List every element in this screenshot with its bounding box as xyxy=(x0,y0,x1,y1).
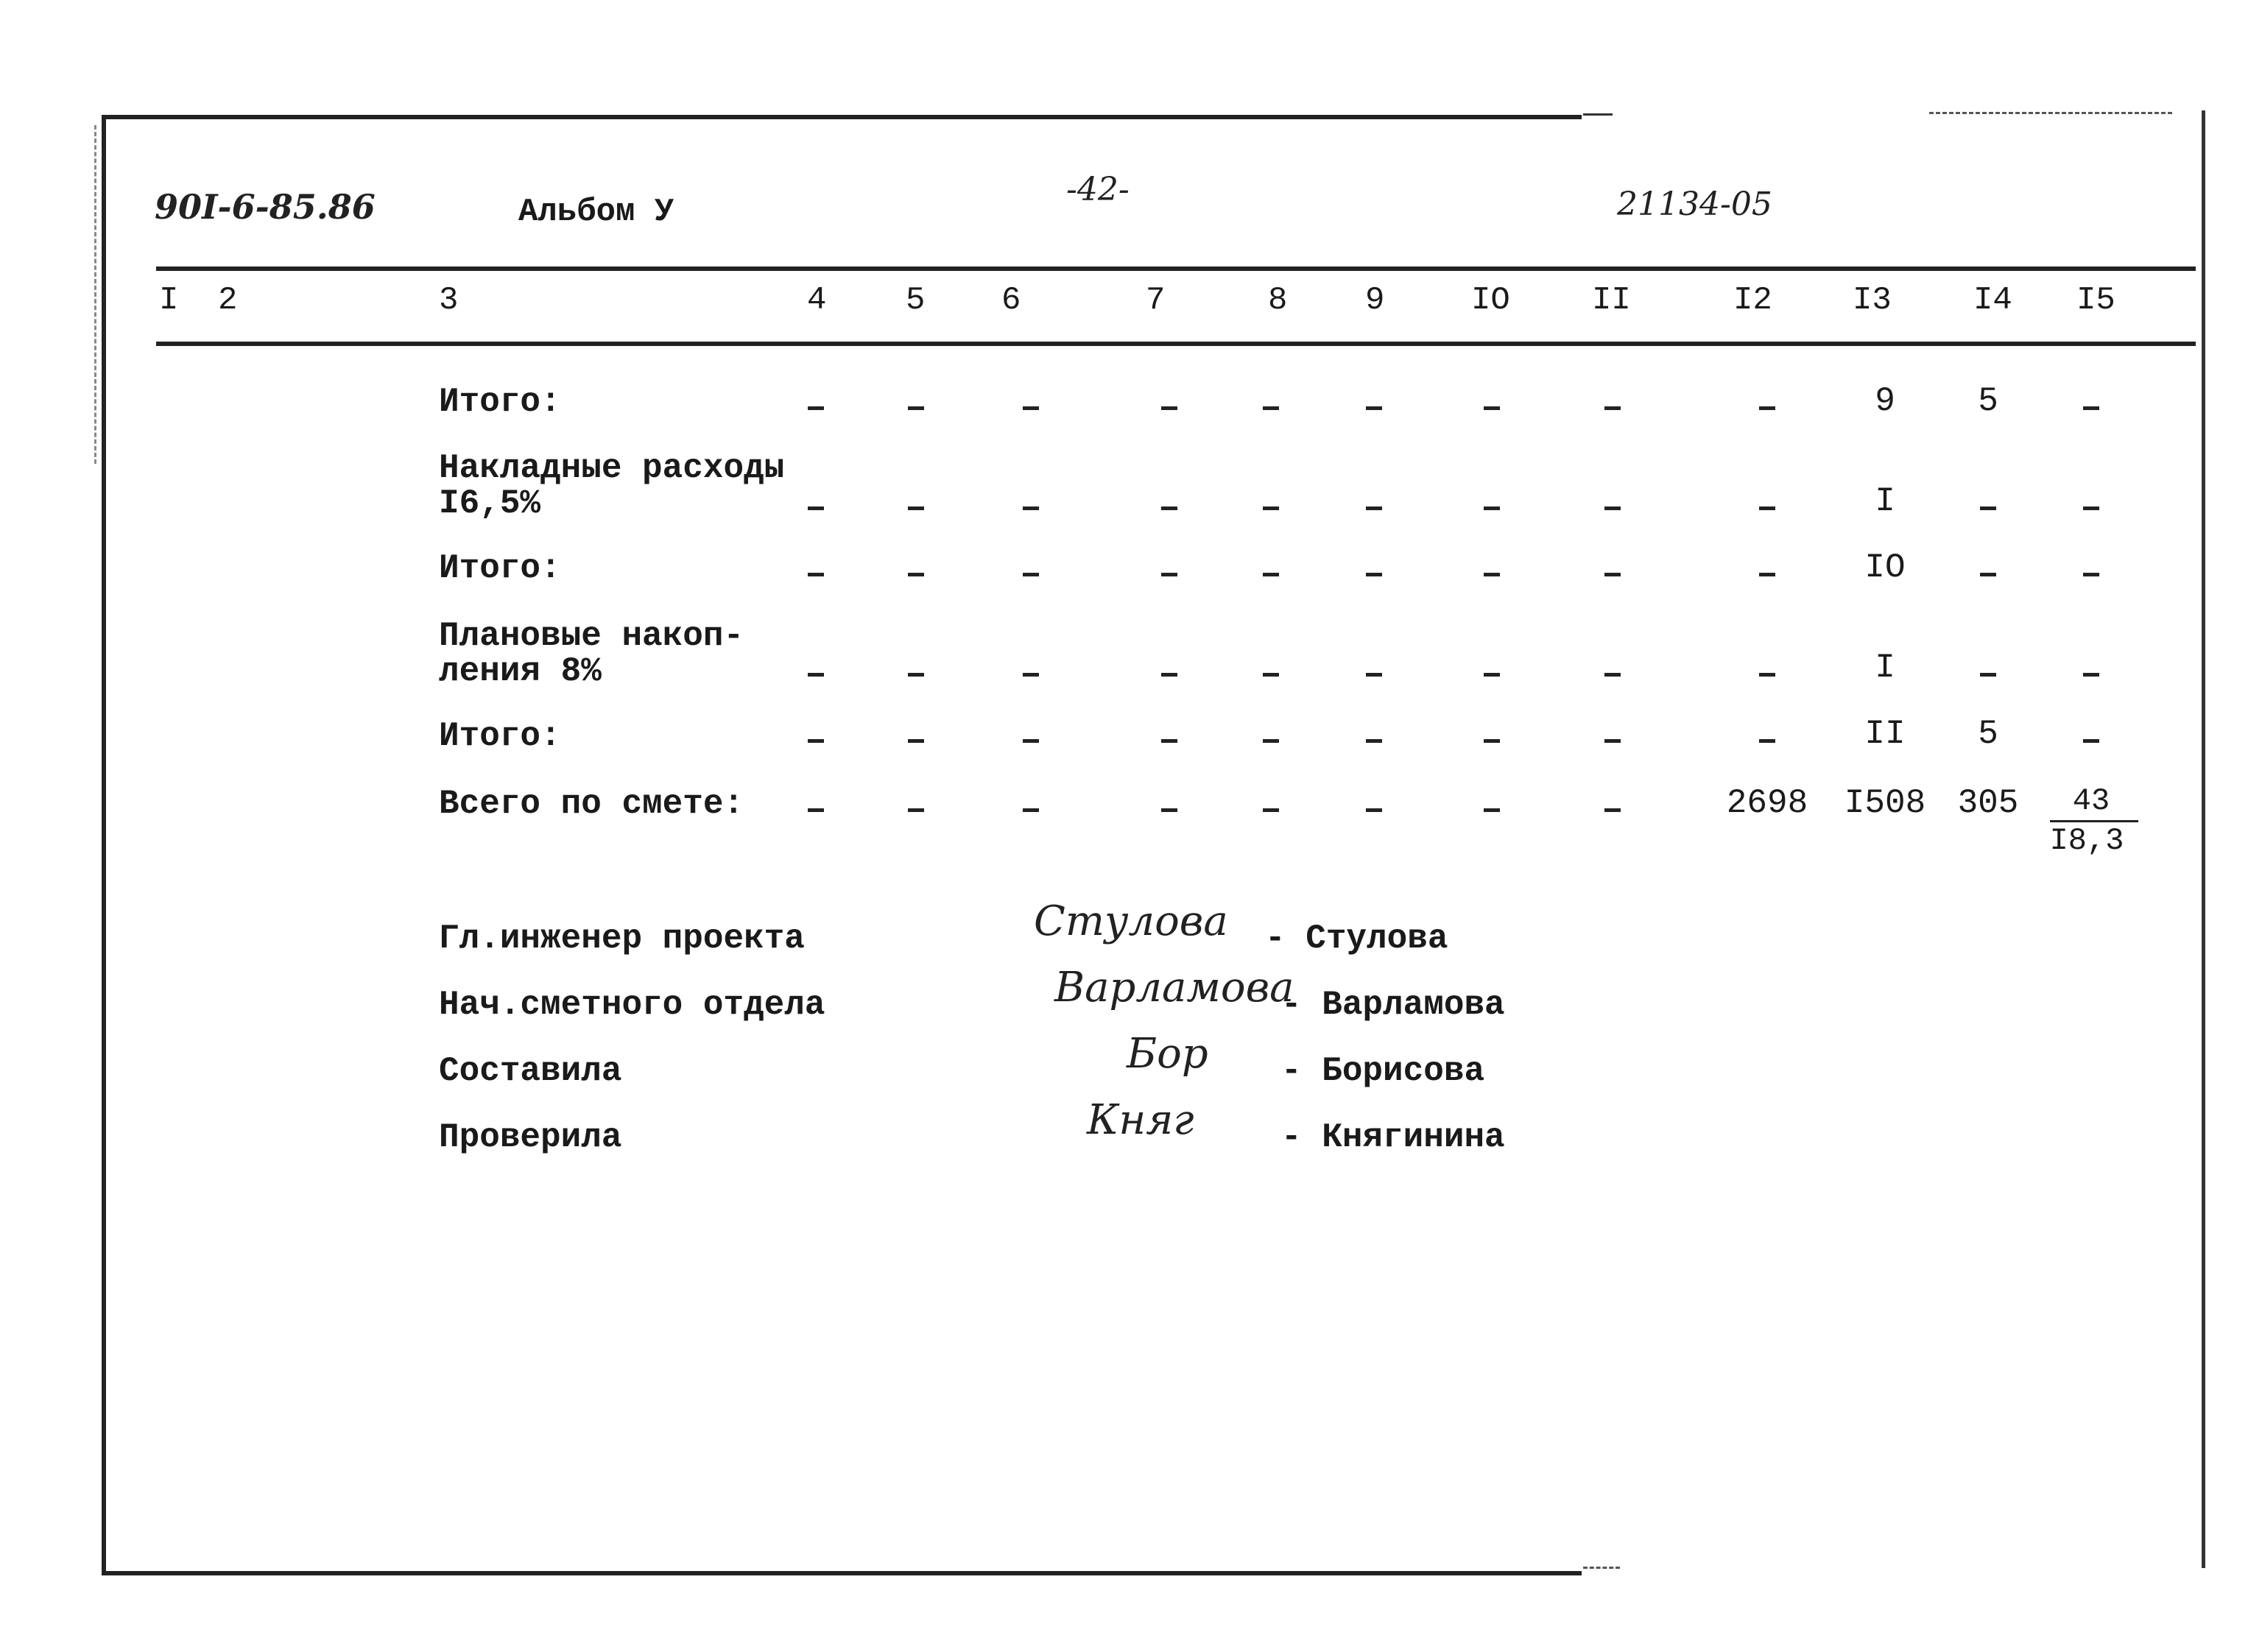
frame-top-line xyxy=(102,115,1582,119)
row-label-line: Итого: xyxy=(439,549,561,587)
column-number-14: I4 xyxy=(1973,282,2012,319)
cell-dash xyxy=(808,808,824,812)
cell-dash xyxy=(1263,406,1279,410)
cell-dash xyxy=(1980,506,1996,510)
cell-dash xyxy=(1366,808,1382,812)
fraction-bar xyxy=(2050,820,2138,822)
row-label xyxy=(439,618,744,690)
cell-dash xyxy=(908,673,924,677)
frame-bottom-line xyxy=(102,1571,1582,1575)
column-number-7: 7 xyxy=(1146,282,1166,319)
cell-dash xyxy=(2083,673,2099,677)
signature-name: - Борисова xyxy=(1281,1052,1485,1090)
row-label xyxy=(439,384,561,420)
cell-value: 5 xyxy=(1978,715,1998,753)
handwritten-signature: Варламова xyxy=(1054,964,1294,1012)
signature-name: - Варламова xyxy=(1281,986,1505,1024)
column-number-11: II xyxy=(1592,282,1631,319)
cell-dash xyxy=(1263,673,1279,677)
cell-dash xyxy=(1366,573,1382,576)
cell-dash xyxy=(1161,573,1177,576)
cell-dash xyxy=(1484,573,1500,576)
cell-dash xyxy=(808,739,824,743)
signature-role: Гл.инженер проекта xyxy=(439,919,805,958)
column-number-1: I xyxy=(159,282,179,319)
row-label xyxy=(439,786,744,822)
cell-dash xyxy=(1263,506,1279,510)
cell-dash xyxy=(908,739,924,743)
column-number-3: 3 xyxy=(439,282,459,319)
cell-dash xyxy=(908,808,924,812)
signature-role: Проверила xyxy=(439,1118,622,1157)
cell-dash xyxy=(2083,573,2099,576)
signature-name: - Княгинина xyxy=(1281,1118,1505,1157)
fraction-numerator: 43 xyxy=(2072,783,2110,819)
page-number: -42- xyxy=(1066,171,1130,208)
column-number-5: 5 xyxy=(906,282,926,319)
cell-dash xyxy=(1759,673,1775,677)
cell-value: 2698 xyxy=(1726,784,1808,822)
cell-dash xyxy=(2083,406,2099,410)
cell-dash xyxy=(2083,739,2099,743)
row-label-line: Плановые накоп- xyxy=(439,617,744,655)
cell-dash xyxy=(908,406,924,410)
frame-bottom-dash xyxy=(1583,1567,1620,1571)
row-label xyxy=(439,719,561,754)
cell-dash xyxy=(1980,673,1996,677)
column-number-8: 8 xyxy=(1268,282,1288,319)
cell-dash xyxy=(1366,673,1382,677)
frame-top-dash xyxy=(1583,113,1613,116)
cell-dash xyxy=(808,506,824,510)
frame-right-line xyxy=(2202,110,2205,1568)
cell-dash xyxy=(1604,573,1621,576)
cell-dash xyxy=(1484,808,1500,812)
cell-value: I508 xyxy=(1844,784,1926,822)
cell-dash xyxy=(1759,506,1775,510)
project-code: 90I-6-85.86 xyxy=(155,187,376,227)
cell-dash xyxy=(1023,808,1039,812)
column-number-12: I2 xyxy=(1733,282,1772,319)
row-label xyxy=(439,451,784,522)
row-label-line: I6,5% xyxy=(439,484,541,523)
cell-dash xyxy=(1023,406,1039,410)
handwritten-signature: Бор xyxy=(1127,1030,1208,1078)
cell-dash xyxy=(2083,506,2099,510)
cell-dash xyxy=(1263,573,1279,576)
cell-value: II xyxy=(1864,715,1906,753)
cell-dash xyxy=(1161,506,1177,510)
handwritten-signature: Княг xyxy=(1087,1096,1194,1144)
cell-value: 9 xyxy=(1875,382,1895,420)
column-number-13: I3 xyxy=(1853,282,1892,319)
signature-role: Нач.сметного отдела xyxy=(439,986,825,1024)
cell-dash xyxy=(1023,673,1039,677)
cell-dash xyxy=(1161,406,1177,410)
cell-dash xyxy=(1366,506,1382,510)
column-number-4: 4 xyxy=(807,282,827,319)
cell-dash xyxy=(1484,673,1500,677)
cell-dash xyxy=(1759,739,1775,743)
row-label-line: Итого: xyxy=(439,383,561,421)
column-number-10: IO xyxy=(1471,282,1510,319)
cell-dash xyxy=(1484,506,1500,510)
cell-value: I xyxy=(1875,482,1895,520)
frame-top-right-dash xyxy=(1929,112,2172,116)
cell-dash xyxy=(1263,808,1279,812)
cell-dash xyxy=(1366,739,1382,743)
column-number-15: I5 xyxy=(2076,282,2115,319)
cell-value: 5 xyxy=(1978,382,1998,420)
cell-dash xyxy=(1484,739,1500,743)
row-label-line: Итого: xyxy=(439,717,561,755)
handwritten-signature: Стулова xyxy=(1034,897,1228,945)
cell-dash xyxy=(1759,573,1775,576)
cell-value: 305 xyxy=(1957,784,2019,822)
cell-dash xyxy=(1604,506,1621,510)
row-label-line: ления 8% xyxy=(439,652,602,691)
frame-left-shadow xyxy=(94,125,99,464)
column-number-2: 2 xyxy=(218,282,238,319)
cell-dash xyxy=(1484,406,1500,410)
cell-dash xyxy=(1023,506,1039,510)
header-rule-top xyxy=(156,266,2196,271)
column-number-6: 6 xyxy=(1001,282,1021,319)
signature-name: - Стулова xyxy=(1265,919,1448,958)
cell-value: I xyxy=(1875,649,1895,687)
frame-left-line xyxy=(102,116,106,1574)
header-rule-bottom xyxy=(156,342,2196,346)
cell-dash xyxy=(908,506,924,510)
cell-dash xyxy=(1023,739,1039,743)
cell-dash xyxy=(1604,406,1621,410)
cell-dash xyxy=(1023,573,1039,576)
cell-dash xyxy=(1366,406,1382,410)
cell-dash xyxy=(1980,573,1996,576)
document-code: 21134-05 xyxy=(1617,186,1772,223)
cell-dash xyxy=(1263,739,1279,743)
row-label-line: Всего по смете: xyxy=(439,785,744,823)
fraction-denominator: I8,3 xyxy=(2049,823,2124,858)
cell-dash xyxy=(1161,739,1177,743)
column-number-9: 9 xyxy=(1365,282,1385,319)
cell-value: IO xyxy=(1864,548,1906,587)
cell-dash xyxy=(908,573,924,576)
cell-dash xyxy=(1759,406,1775,410)
row-label xyxy=(439,551,561,586)
cell-dash xyxy=(808,406,824,410)
album-label: Альбом У xyxy=(518,194,674,230)
cell-dash xyxy=(808,673,824,677)
cell-dash xyxy=(1604,808,1621,812)
row-label-line: Накладные расходы xyxy=(439,449,785,487)
cell-dash xyxy=(1161,808,1177,812)
cell-dash xyxy=(1604,739,1621,743)
cell-dash xyxy=(1161,673,1177,677)
cell-dash xyxy=(1604,673,1621,677)
cell-dash xyxy=(808,573,824,576)
signature-role: Составила xyxy=(439,1052,622,1090)
